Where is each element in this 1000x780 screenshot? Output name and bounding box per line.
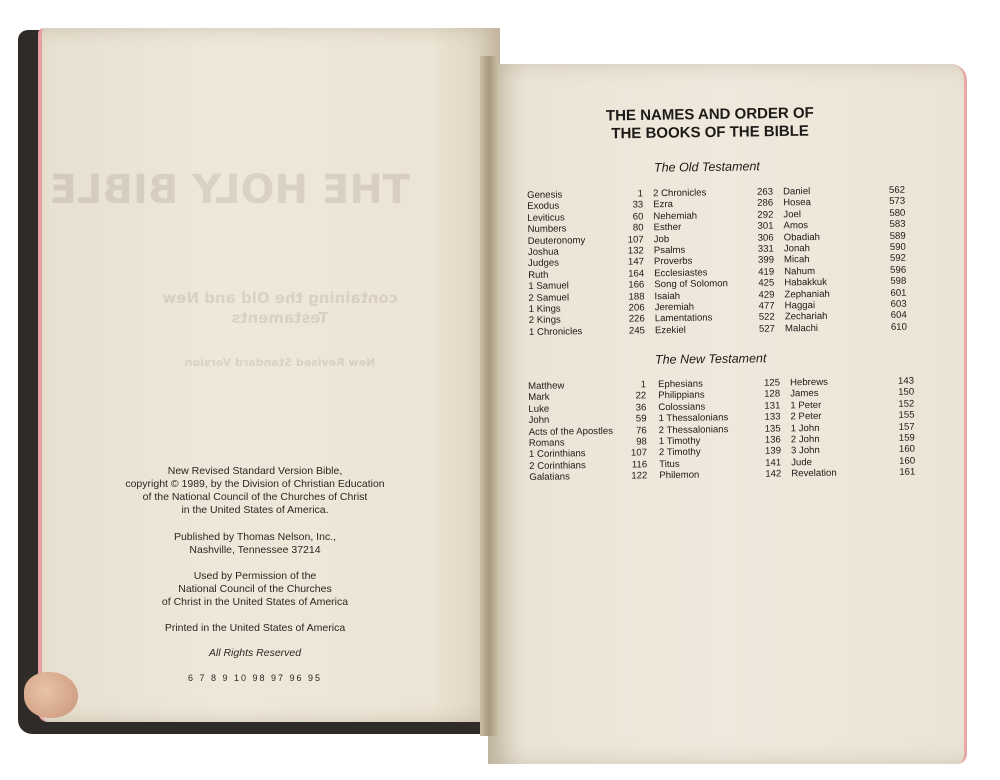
book-name: Colossians (658, 401, 706, 413)
book-entry (659, 469, 781, 482)
book-name: 1 John (790, 422, 820, 434)
book-page-number: 107 (630, 447, 648, 460)
book-page-number: 164 (628, 268, 645, 280)
book-name: Jeremiah (654, 301, 695, 314)
book-gutter (480, 56, 498, 736)
book-page-number: 477 (758, 300, 775, 312)
book-page-number: 419 (758, 266, 775, 278)
publisher-line: Nashville, Tennessee 37214 (189, 544, 321, 556)
book-name: 2 Corinthians (529, 460, 586, 472)
book-page-number: 1 (637, 188, 644, 200)
book-page-number: 425 (758, 277, 775, 290)
book-page-number: 226 (628, 313, 645, 326)
book-entry (529, 471, 647, 484)
book-name: Matthew (528, 380, 565, 392)
book-name: Deuteronomy (527, 234, 586, 247)
book-name: Genesis (527, 189, 563, 201)
book-name: 1 Kings (528, 303, 561, 316)
book-name: Haggai (784, 300, 816, 312)
book-name: Mark (528, 392, 550, 404)
book-page-number: 133 (764, 411, 781, 423)
book-page-number: 107 (627, 234, 644, 246)
book-page-number: 36 (635, 402, 647, 414)
book-page-number: 306 (757, 232, 774, 244)
nt-column-1 (528, 379, 647, 483)
book-page-number: 60 (632, 211, 644, 223)
book-page-number: 596 (890, 264, 907, 276)
book-page-number: 292 (757, 209, 774, 221)
book-name: 1 Peter (790, 399, 822, 412)
book-page-number: 583 (889, 218, 906, 231)
book-page-number: 598 (890, 275, 907, 288)
book-name: Daniel (782, 186, 811, 198)
book-page-number: 580 (889, 207, 906, 219)
book-entry (655, 323, 775, 336)
rights-line: All Rights Reserved (208, 647, 302, 659)
book-page-number: 22 (635, 390, 647, 402)
book-page-number: 592 (889, 253, 907, 265)
book-page-number: 166 (628, 279, 645, 291)
book-page-number: 143 (897, 375, 915, 387)
book-name: 2 Kings (528, 315, 561, 327)
book-name: Numbers (527, 223, 567, 236)
book-page-number: 157 (898, 421, 915, 433)
book-page-number: 59 (635, 413, 647, 425)
ghost-subtitle: containing the Old and New Testaments (162, 289, 398, 327)
book-name: Zephaniah (784, 288, 830, 301)
book-name: Nehemiah (653, 210, 698, 223)
ot-column-1 (527, 188, 645, 338)
title-line-1: THE NAMES AND ORDER OF (605, 104, 814, 125)
publisher-notice (90, 531, 420, 557)
book-page-number: 286 (757, 197, 774, 210)
title-line-2: THE BOOKS OF THE BIBLE (611, 122, 809, 143)
book-page-number: 132 (627, 245, 644, 257)
book-name: Acts of the Apostles (528, 425, 614, 438)
printed-line: Printed in the United States of America (164, 622, 346, 634)
book-name: 2 Timothy (658, 447, 701, 459)
book-page-number: 147 (627, 256, 645, 269)
printed-notice (90, 622, 420, 635)
book-entry (785, 322, 907, 335)
book-name: 1 Timothy (658, 435, 701, 448)
nt-column-2 (658, 377, 781, 481)
book-name: Titus (659, 458, 680, 471)
book-page-number: 1 (640, 379, 647, 391)
book-name: Romans (528, 437, 565, 450)
book-page-number: 142 (765, 468, 782, 480)
book-page-number: 399 (757, 254, 775, 267)
book-page-number: 152 (898, 398, 915, 410)
new-testament-heading: The New Testament (654, 351, 767, 367)
book-name: Jonah (783, 243, 811, 255)
book-page-number: 150 (898, 387, 915, 399)
book-page-number: 601 (890, 287, 907, 299)
publisher-line: Published by Thomas Nelson, Inc., (173, 531, 337, 543)
book-page-number: 131 (764, 400, 781, 412)
book-name: Joshua (527, 246, 559, 259)
book-name: James (790, 388, 819, 400)
book-name: Lamentations (654, 312, 713, 325)
book-page-number: 135 (764, 423, 781, 435)
book-page-number: 589 (889, 230, 906, 242)
book-name: Ephesians (657, 378, 703, 391)
book-name: Proverbs (653, 256, 693, 268)
book-name: Zechariah (784, 311, 828, 323)
book-name: Esther (653, 222, 682, 234)
book-page-number: 245 (628, 325, 646, 337)
book-page-number: 125 (763, 377, 781, 389)
book-page-number: 98 (636, 436, 647, 448)
book-name: 2 Thessalonians (658, 423, 729, 436)
book-page-number: 562 (888, 184, 906, 196)
book-name: 1 Thessalonians (658, 412, 729, 425)
book-name: Habakkuk (784, 277, 828, 289)
book-page-number: 128 (764, 388, 781, 401)
book-name: Judges (527, 257, 560, 270)
book-page-number: 136 (764, 434, 781, 446)
printing-line (90, 672, 420, 685)
book-name: Micah (783, 254, 810, 266)
book-page-number: 263 (756, 186, 774, 198)
book-name: Hebrews (789, 376, 828, 389)
old-testament-list (527, 185, 919, 340)
book-name: Ecclesiastes (654, 267, 708, 280)
new-testament-list (528, 376, 919, 491)
book-name: Malachi (784, 322, 819, 335)
book-name: Luke (528, 403, 550, 415)
book-page-number: 160 (898, 444, 916, 456)
book-name: Obadiah (783, 231, 821, 244)
book-page-number: 141 (765, 457, 782, 469)
book-name: Philemon (659, 469, 700, 482)
permission-line: National Council of the Churches (178, 583, 332, 595)
book-name: Job (653, 233, 670, 245)
book-page-number: 429 (758, 289, 775, 301)
copyright-line: in the United States of America. (181, 504, 329, 516)
book-page-number: 301 (757, 220, 774, 233)
book-name: 3 John (790, 445, 820, 457)
permission-line: of Christ in the United States of America (161, 596, 349, 608)
book-name: Hosea (783, 197, 812, 209)
copyright-line: New Revised Standard Version Bible, (167, 465, 343, 477)
book-page-number: 122 (631, 470, 648, 482)
book-name: 1 Corinthians (528, 448, 586, 461)
book-entry (529, 325, 645, 338)
book-name: 1 Samuel (528, 280, 569, 293)
printing-numbers: 6 7 8 9 10 98 97 96 95 (187, 673, 323, 683)
book-name: Galatians (529, 471, 570, 484)
book-name: Revelation (791, 467, 837, 480)
ot-column-3 (783, 185, 907, 335)
book-name: Ezekiel (654, 324, 686, 337)
book-name: Psalms (653, 244, 686, 257)
book-page-number: 206 (628, 302, 645, 314)
thumb (24, 672, 78, 718)
left-page (38, 28, 500, 722)
book-name: Isaiah (654, 290, 681, 302)
book-name: 2 Chronicles (652, 187, 707, 200)
book-page-number: 603 (890, 298, 907, 310)
book-name: Song of Solomon (654, 278, 729, 291)
book-name: 2 Samuel (528, 292, 570, 304)
book-name: Exodus (527, 200, 560, 213)
book-page-number: 76 (635, 424, 647, 437)
book-entry (791, 467, 915, 480)
book-page-number: 139 (764, 445, 782, 458)
book-page-number: 527 (758, 323, 776, 335)
copyright-line: copyright © 1989, by the Division of Christian Education (125, 478, 385, 490)
book-page-number: 590 (889, 241, 906, 253)
book-page-number: 160 (899, 455, 916, 467)
book-page-number: 573 (889, 196, 906, 208)
nt-column-3 (790, 376, 915, 480)
book-name: Nahum (784, 265, 816, 278)
book-page-number: 604 (890, 310, 907, 322)
book-name: Jude (791, 456, 813, 469)
book-page-number: 80 (632, 222, 644, 234)
page-title (570, 104, 850, 144)
permission-line: Used by Permission of the (193, 570, 317, 582)
copyright-line: of the National Council of the Churches of Christ (142, 491, 368, 503)
book-page-number: 33 (632, 199, 644, 211)
book-name: Ezra (653, 199, 674, 211)
book-name: Philippians (658, 389, 705, 402)
book-name: Ruth (528, 269, 549, 281)
permission-notice (90, 570, 420, 609)
all-rights-reserved (90, 647, 420, 660)
book-name: Joel (783, 208, 802, 221)
book-name: Leviticus (527, 212, 565, 224)
book-name: Amos (783, 220, 809, 232)
book-page-number: 331 (757, 243, 774, 255)
book-name: 2 John (790, 433, 820, 446)
book-page-number: 159 (898, 432, 915, 444)
book-name: 1 Chronicles (528, 326, 583, 338)
book-page-number: 610 (890, 321, 908, 333)
book-name: John (528, 414, 550, 427)
book-name: 2 Peter (790, 411, 822, 423)
book-page-number: 116 (631, 459, 648, 471)
book-page-number: 155 (898, 409, 915, 422)
ot-column-2 (653, 187, 775, 337)
copyright-notice (90, 465, 420, 517)
book-page-number: 188 (628, 291, 645, 303)
old-testament-heading: The Old Testament (653, 159, 760, 175)
ghost-title: THE HOLY BIBLE (49, 167, 410, 213)
book-page-number: 522 (758, 312, 775, 324)
book-page-number: 161 (899, 466, 916, 479)
ghost-version: New Revised Standard Version (184, 356, 376, 369)
